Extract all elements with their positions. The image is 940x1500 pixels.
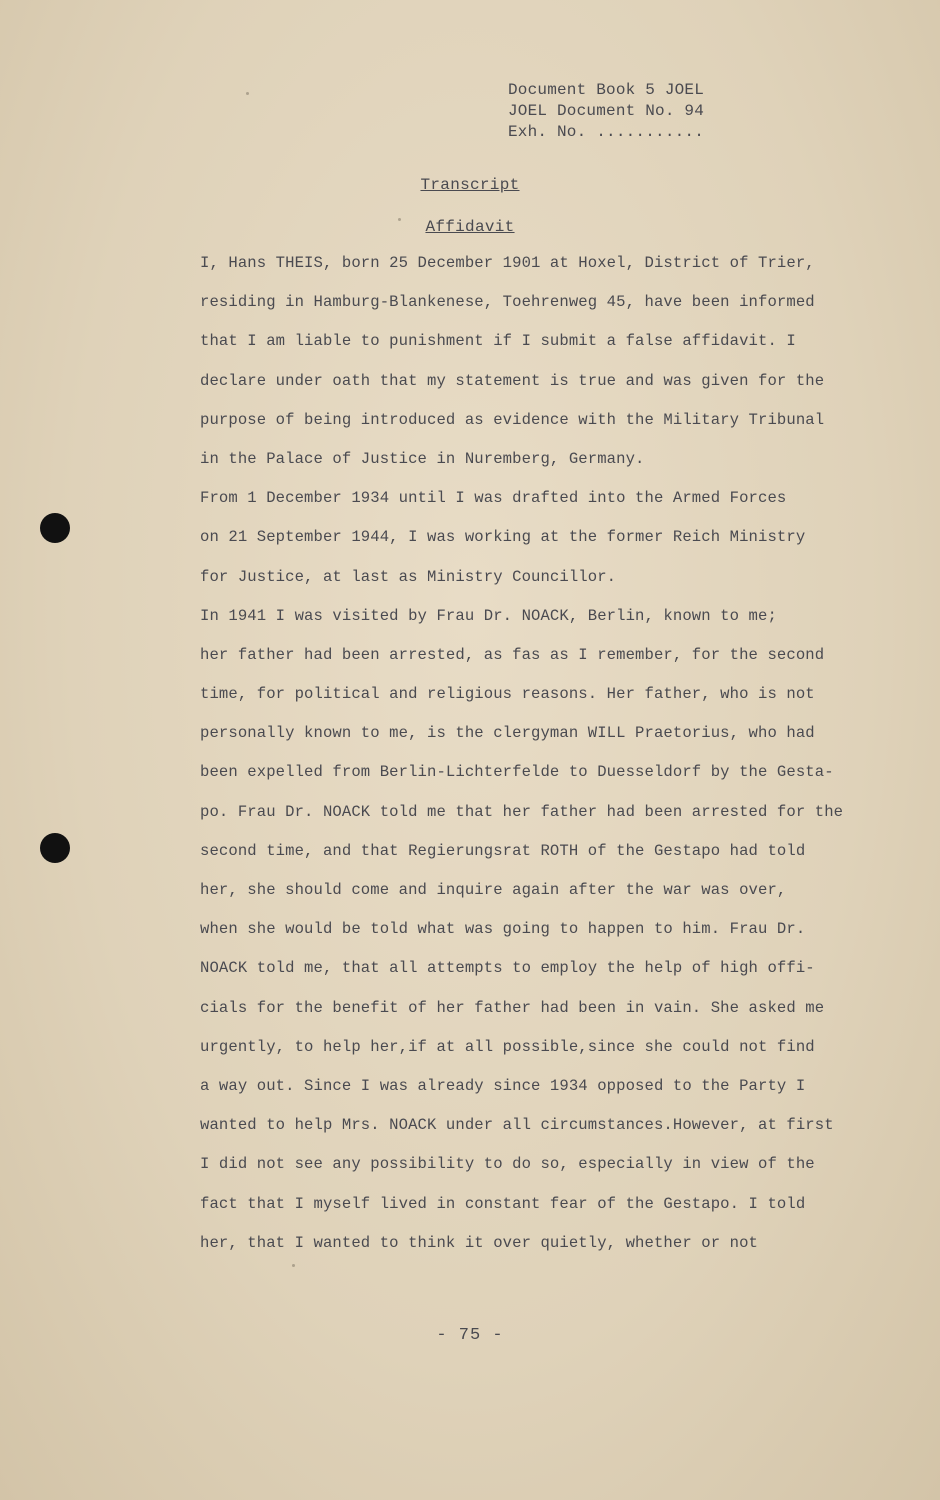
body-line: her, she should come and inquire again after the war was over, (200, 881, 787, 899)
body-line: a way out. Since I was already since 1934 opposed to the Party I (200, 1076, 806, 1095)
body-line: on 21 September 1944, I was working at the former Reich Ministry (200, 528, 806, 547)
body-line: declare under oath that my statement is true and was given for the (200, 371, 825, 390)
body-line: been expelled from Berlin-Lichterfelde to Duesseldorf by the Gesta- (200, 763, 834, 782)
body-line: her, that I wanted to think it over quietly, whether or not (200, 1233, 759, 1252)
punch-hole (40, 513, 70, 543)
body-line: second time, and that Regierungsrat ROTH of the Gestapo had told (200, 841, 806, 860)
body-line: fact that I myself lived in constant fear of the Gestapo. I told (200, 1194, 806, 1213)
punch-hole (40, 833, 70, 863)
body-line: residing in Hamburg-Blankenese, Toehrenweg 45, have been informed (200, 293, 815, 312)
body-line: In 1941 I was visited by Frau Dr. NOACK, Berlin, known to me; (200, 606, 777, 625)
body-line: I did not see any possibility to do so, especially in view of the (200, 1155, 815, 1174)
body-line: I, Hans THEIS, born 25 December 1901 at Hoxel, District of Trier, (200, 254, 815, 272)
body-line: time, for political and religious reasons. Her father, who is not (200, 685, 815, 704)
body-line: po. Frau Dr. NOACK told me that her father had been arrested for the (200, 802, 844, 821)
header-line-doc-number: JOEL Document No. 94 (508, 102, 705, 120)
body-line: cials for the benefit of her father had been in vain. She asked me (200, 998, 825, 1017)
page-number: - 75 - (436, 1326, 504, 1345)
body-line: in the Palace of Justice in Nuremberg, Germany. (200, 449, 645, 468)
paper-speck (246, 92, 249, 95)
affidavit-body (200, 252, 880, 1271)
body-line: personally known to me, is the clergyman WILL Praetorius, who had (200, 724, 815, 743)
document-subtitle: Affidavit (425, 218, 515, 236)
header-line-book: Document Book 5 JOEL (508, 81, 705, 99)
body-line: for Justice, at last as Ministry Councillor. (200, 567, 617, 586)
body-line: that I am liable to punishment if I submit a false affidavit. I (200, 332, 796, 351)
document-header (508, 80, 768, 143)
document-title: Transcript (420, 176, 520, 194)
header-line-exhibit: Exh. No. ........... (508, 123, 705, 141)
body-line: NOACK told me, that all attempts to employ the help of high offi- (200, 959, 815, 978)
body-line: purpose of being introduced as evidence with the Military Tribunal (200, 410, 825, 429)
body-line: urgently, to help her,if at all possible,since she could not find (200, 1037, 815, 1056)
body-line: when she would be told what was going to happen to him. Frau Dr. (200, 920, 806, 939)
body-line: From 1 December 1934 until I was drafted into the Armed Forces (200, 489, 787, 508)
body-line: her father had been arrested, as fas as I remember, for the second (200, 645, 825, 664)
body-line: wanted to help Mrs. NOACK under all circumstances.However, at first (200, 1116, 834, 1135)
